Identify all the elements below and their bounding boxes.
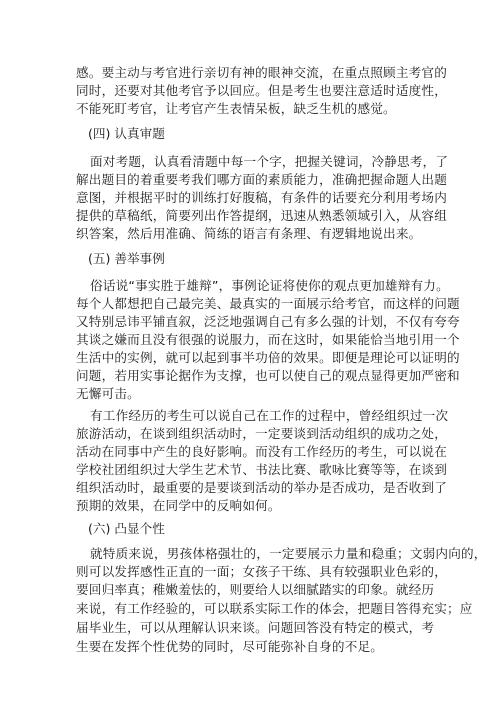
text-line: 其谈之嫌而且没有很强的说服力，而在这时，如果能恰当地引用一个 bbox=[76, 332, 460, 347]
text-line: 每个人都想把自己最完美、最真实的一面展示给考官，而这样的问题 bbox=[76, 296, 460, 311]
text-line: 则可以发挥感性正直的一面；女孩子干练、具有较强职业色彩的， bbox=[76, 564, 448, 579]
text-line: 有工作经历的考生可以说自己在工作的过程中，曾经组织过一次 bbox=[90, 408, 449, 423]
text-line: 不能死盯考官，让考官产生表情呆板，缺乏生机的感觉。 bbox=[76, 101, 396, 116]
text-line: 活动在同事中产生的良好影响。而没有工作经历的考生，可以说在 bbox=[76, 444, 448, 459]
text-line: 无懈可击。 bbox=[76, 386, 140, 401]
text-line: 问题，若用实事论据作为支撑，也可以使自己的观点显得更加严密和 bbox=[76, 368, 460, 383]
text-line: 意图，并根据平时的训练打好腹稿，有条件的话要充分利用考场内 bbox=[76, 190, 448, 205]
text-line: 学校社团组织过大学生艺术节、书法比赛、歌咏比赛等等，在谈到 bbox=[76, 462, 448, 477]
text-line: 届毕业生，可以从理解认识来谈。问题回答没有特定的模式，考 bbox=[76, 620, 435, 635]
text-line: 来说，有工作经验的，可以联系实际工作的体会，把题目答得充实；应 bbox=[76, 601, 473, 616]
text-line: 生活中的实例，就可以起到事半功倍的效果。即便是理论可以证明的 bbox=[76, 350, 460, 365]
text-line: 组织活动时，最重要的是要谈到活动的举办是否成功，是否收到了 bbox=[76, 480, 448, 495]
section-heading: (六) 凸显个性 bbox=[88, 521, 165, 536]
text-line: 同时，还要对其他考官予以回应。但是考生也要注意适时适度性， bbox=[76, 83, 448, 98]
text-line: 感。要主动与考官进行亲切有神的眼神交流，在重点照顾主考官的 bbox=[76, 65, 448, 80]
section-heading: (四) 认真审题 bbox=[88, 126, 165, 141]
text-line: 俗话说“事实胜于雄辩”，事例论证将使你的观点更加雄辩有力。 bbox=[90, 278, 449, 293]
text-line: 旅游活动，在谈到组织活动时，一定要谈到活动组织的成功之处， bbox=[76, 426, 448, 441]
text-line: 生要在发挥个性优势的同时，尽可能弥补自身的不足。 bbox=[76, 639, 384, 654]
text-line: 提供的草稿纸，简要列出作答提纲，迅速从熟悉领域引入，从容组 bbox=[76, 208, 448, 223]
text-line: 解出题目的着重要考我们哪方面的素质能力，准确把握命题人出题 bbox=[76, 172, 448, 187]
text-line: 面对考题，认真看清题中每一个字，把握关键词，冷静思考，了 bbox=[90, 154, 449, 169]
section-heading: (五) 善举事例 bbox=[88, 251, 165, 266]
text-line: 又特别忌讳平铺直叙，泛泛地强调自己有多么强的计划，不仅有夸夸 bbox=[76, 314, 460, 329]
text-line: 就特质来说，男孩体格强壮的，一定要展示力量和稳重；文弱内向的， bbox=[90, 546, 487, 561]
text-line: 预期的效果，在同学中的反响如何。 bbox=[76, 498, 281, 513]
text-line: 要回归率真；稚嫩羞怯的，则要给人以细腻踏实的印象。就经历 bbox=[76, 582, 435, 597]
text-line: 织答案，然后用准确、简练的语言有条理、有逻辑地说出来。 bbox=[76, 226, 422, 241]
